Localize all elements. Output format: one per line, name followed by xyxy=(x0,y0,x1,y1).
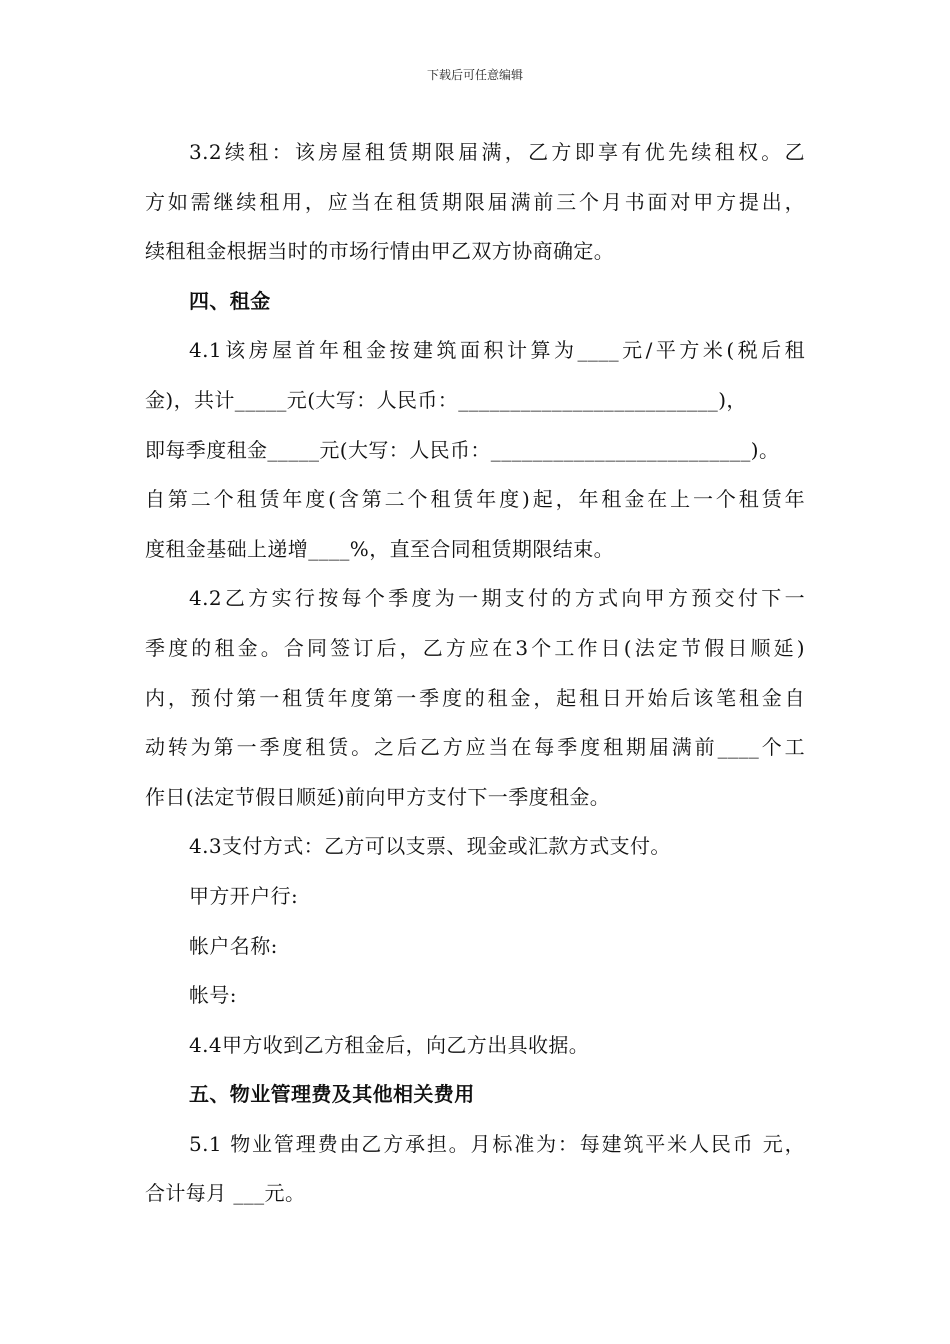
paragraph-line: 自第二个租赁年度(含第二个租赁年度)起，年租金在上一个租赁年 xyxy=(145,487,805,512)
paragraph-line: 内，预付第一租赁年度第一季度的租金，起租日开始后该笔租金自 xyxy=(145,685,805,710)
paragraph-line: 作日(法定节假日顺延)前向甲方支付下一季度租金。 xyxy=(145,784,611,809)
paragraph-line: 动转为第一季度租赁。之后乙方应当在每季度租期届满前____个工 xyxy=(145,735,805,760)
paragraph-line: 5.1 物业管理费由乙方承担。月标准为：每建筑平米人民币 元， xyxy=(189,1131,805,1156)
paragraph-line: 4.1该房屋首年租金按建筑面积计算为____元/平方米(税后租 xyxy=(189,338,805,363)
section-heading: 五、物业管理费及其他相关费用 xyxy=(189,1082,475,1107)
paragraph-line: 4.2乙方实行按每个季度为一期支付的方式向甲方预交付下一 xyxy=(189,586,805,611)
bank-label: 甲方开户行: xyxy=(189,883,299,908)
paragraph-line: 合计每月 ___元。 xyxy=(145,1181,306,1206)
paragraph-line: 金)，共计_____元(大写：人民币：_________________________)， xyxy=(145,387,747,412)
paragraph-line: 度租金基础上递增____%，直至合同租赁期限结束。 xyxy=(145,536,615,561)
page-header: 下载后可任意编辑 xyxy=(426,68,523,82)
paragraph-line: 即每季度租金_____元(大写：人民币：_________________________)。 xyxy=(145,437,780,462)
paragraph-line: 续租租金根据当时的市场行情由甲乙双方协商确定。 xyxy=(145,239,615,264)
document-body xyxy=(145,128,805,1219)
paragraph-line: 4.4甲方收到乙方租金后，向乙方出具收据。 xyxy=(189,1032,590,1057)
account-number-label: 帐号: xyxy=(189,983,237,1008)
section-heading: 四、租金 xyxy=(189,288,271,313)
account-name-label: 帐户名称: xyxy=(189,933,278,958)
paragraph-line: 4.3支付方式：乙方可以支票、现金或汇款方式支付。 xyxy=(189,834,671,859)
paragraph-line: 季度的租金。合同签订后，乙方应在3个工作日(法定节假日顺延) xyxy=(145,635,805,660)
paragraph-line: 方如需继续租用，应当在租赁期限届满前三个月书面对甲方提出， xyxy=(145,189,805,214)
paragraph-line: 3.2续租：该房屋租赁期限届满，乙方即享有优先续租权。乙 xyxy=(189,140,805,164)
